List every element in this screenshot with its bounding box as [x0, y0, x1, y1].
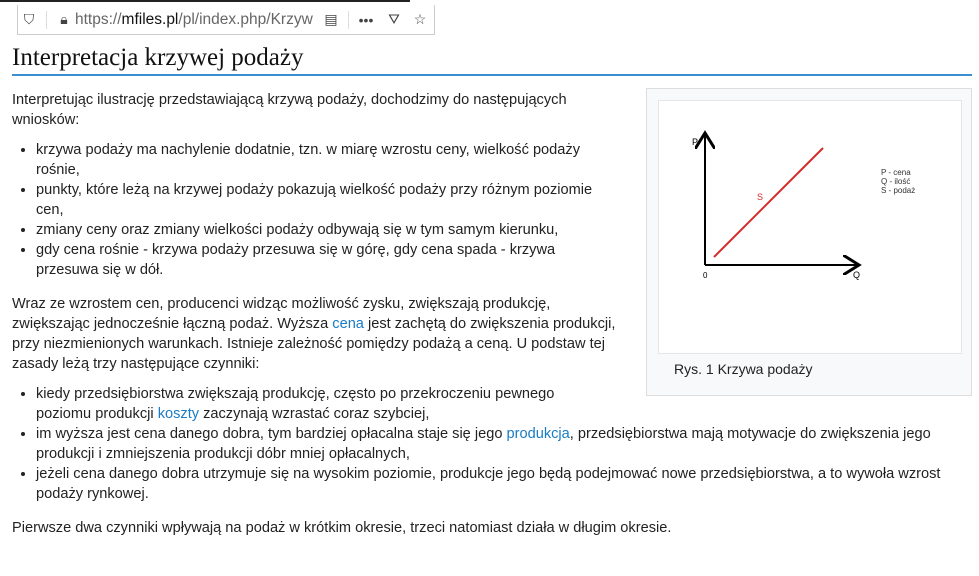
- legend-item: Q - ilość: [881, 177, 911, 186]
- bookmark-star-icon[interactable]: ☆: [413, 11, 427, 27]
- url-text[interactable]: https://mfiles.pl/pl/index.php/Krzyw: [75, 10, 313, 28]
- list-item: • kiedy przedsiębiorstwa zwiększają produkcję, często po przekroczeniu pewnego poziomu produkcji koszty zaczynają wzrastać coraz szybciej,: [36, 384, 972, 424]
- intro-paragraph: Interpretując ilustrację przedstawiającą krzywą podaży, dochodzimy do następujących wniosków:: [12, 92, 567, 128]
- address-bar[interactable]: [17, 5, 435, 35]
- pocket-icon[interactable]: ⛛: [388, 11, 400, 27]
- origin-label: 0: [703, 271, 708, 280]
- supply-curve-image: [658, 100, 962, 354]
- y-axis-label: P: [692, 137, 699, 147]
- legend-item: S - podaż: [881, 186, 916, 195]
- window-edge: [0, 0, 410, 2]
- more-icon[interactable]: •••: [358, 11, 374, 28]
- lock-icon[interactable]: 🔒︎: [60, 11, 68, 27]
- x-axis-label: Q: [853, 270, 861, 280]
- reader-view-icon[interactable]: ▤: [324, 11, 338, 27]
- figure: [646, 88, 972, 396]
- figure-caption: Rys. 1 Krzywa podaży: [674, 361, 813, 377]
- closing-paragraph: Pierwsze dwa czynniki wpływają na podaż w krótkim okresie, trzeci natomiast działa w długim okresie.: [12, 520, 672, 536]
- curve-label: S: [757, 192, 764, 202]
- divider: [46, 11, 47, 29]
- supply-curve-chart: [659, 101, 961, 353]
- list-item: • punkty, które leżą na krzywej podaży pokazują wielkość podaży przy różnym poziomie cen,: [36, 180, 972, 220]
- article: [12, 40, 972, 548]
- legend-item: P - cena: [881, 168, 911, 177]
- factors-list: [12, 384, 972, 504]
- text: jest zachętą do zwiększenia produkcji, przy niezmienionych warunkach. Istnieje zależność pomiędzy podażą a ceną. U podstaw tej zasady leżą trzy następujące czynniki:: [12, 316, 616, 372]
- link-cena[interactable]: cena: [332, 316, 364, 332]
- list-item: • krzywa podaży ma nachylenie dodatnie, tzn. w miarę wzrostu ceny, wielkość podaży rośnie,: [36, 140, 972, 180]
- list-item: • jeżeli cena danego dobra utrzymuje się na wysokim poziomie, produkcje jego będą podejmować nowe przedsiębiorstwa, a to wywoła wzrost podaży rynkowej.: [36, 464, 972, 504]
- shield-icon[interactable]: ⛉: [23, 11, 35, 27]
- supply-curve-line: [714, 148, 823, 257]
- page-title: Interpretacja krzywej podaży: [12, 44, 972, 76]
- list-item: • im wyższa jest cena danego dobra, tym bardziej opłacalna staje się jego produkcja, przedsiębiorstwa mają motywacje do zwiększenia jego produkcji i zmniejszenia produkcji dóbr mniej opłacalnych,: [36, 424, 972, 464]
- link-koszty[interactable]: koszty: [157, 406, 200, 422]
- list-item: • zmiany ceny oraz zmiany wielkości podaży odbywają się w tym samym kierunku,: [36, 220, 972, 240]
- text: Wraz ze wzrostem cen, producenci widząc możliwość zysku, zwiększają produkcję, zwiększając jednocześnie łączną podaż. Wyższa: [12, 296, 551, 332]
- list-item: • gdy cena rośnie - krzywa podaży przesuwa się w górę, gdy cena spada - krzywa przesuwa się w dół.: [36, 240, 972, 280]
- divider: [348, 11, 349, 29]
- link-produkcja[interactable]: produkcja: [506, 426, 570, 442]
